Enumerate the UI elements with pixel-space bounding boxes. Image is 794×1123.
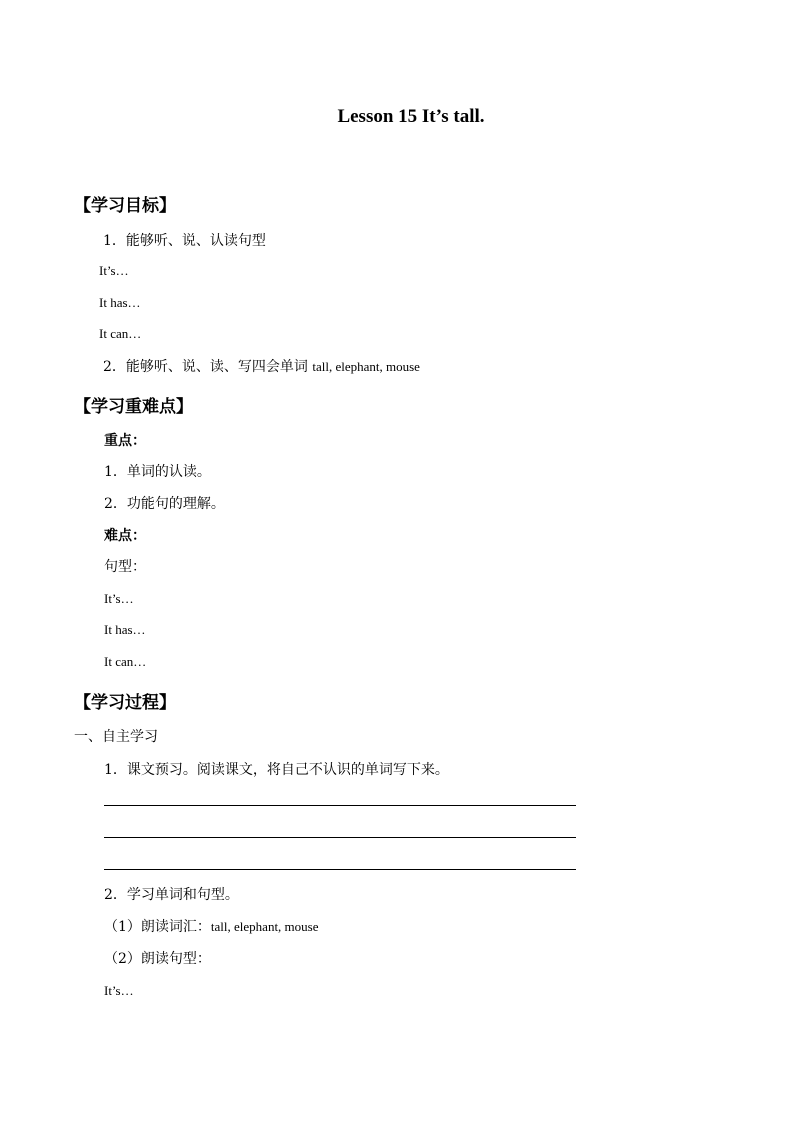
goal-pattern-it-can: It can…: [99, 326, 142, 341]
goal-pattern-its: It’s…: [99, 263, 129, 278]
task-2: 2．学习单词和句型。: [104, 887, 239, 903]
process-pattern-its: It’s…: [104, 983, 134, 998]
goal-item-2-words: tall, elephant, mouse: [312, 359, 420, 374]
sub-task-1: [104, 916, 319, 936]
sub-task-1-text: （1）朗读词汇：: [104, 919, 211, 935]
section-heading-key-points: 【学习重难点】: [74, 397, 193, 417]
answer-line-1[interactable]: [104, 805, 576, 806]
answer-line-2[interactable]: [104, 837, 576, 838]
difficulty-pattern-its: It’s…: [104, 591, 134, 606]
difficulty-label: 难点：: [104, 528, 146, 544]
answer-line-3[interactable]: [104, 869, 576, 870]
goal-item-1: 1．能够听、说、认读句型: [103, 233, 266, 249]
sub-task-1-words: tall, elephant, mouse: [210, 919, 319, 934]
task-1: 1．课文预习。阅读课文，将自己不认识的单词写下来。: [104, 762, 449, 778]
goal-item-2-text: 2．能够听、说、读、写四会单词: [103, 359, 313, 375]
page-title: Lesson 15 It’s tall.: [337, 106, 485, 127]
goal-item-2: [103, 356, 420, 376]
focus-item-1: 1．单词的认读。: [104, 464, 211, 480]
sentence-label: 句型：: [104, 559, 146, 575]
difficulty-pattern-it-can: It can…: [104, 654, 147, 669]
focus-item-2: 2．功能句的理解。: [104, 496, 225, 512]
part1-title: 一、自主学习: [74, 729, 158, 745]
section-heading-process: 【学习过程】: [74, 693, 176, 713]
focus-label: 重点：: [104, 433, 146, 449]
sub-task-2: （2）朗读句型：: [104, 951, 211, 967]
goal-pattern-it-has: It has…: [99, 295, 141, 310]
difficulty-pattern-it-has: It has…: [104, 622, 146, 637]
section-heading-goals: 【学习目标】: [74, 196, 176, 216]
